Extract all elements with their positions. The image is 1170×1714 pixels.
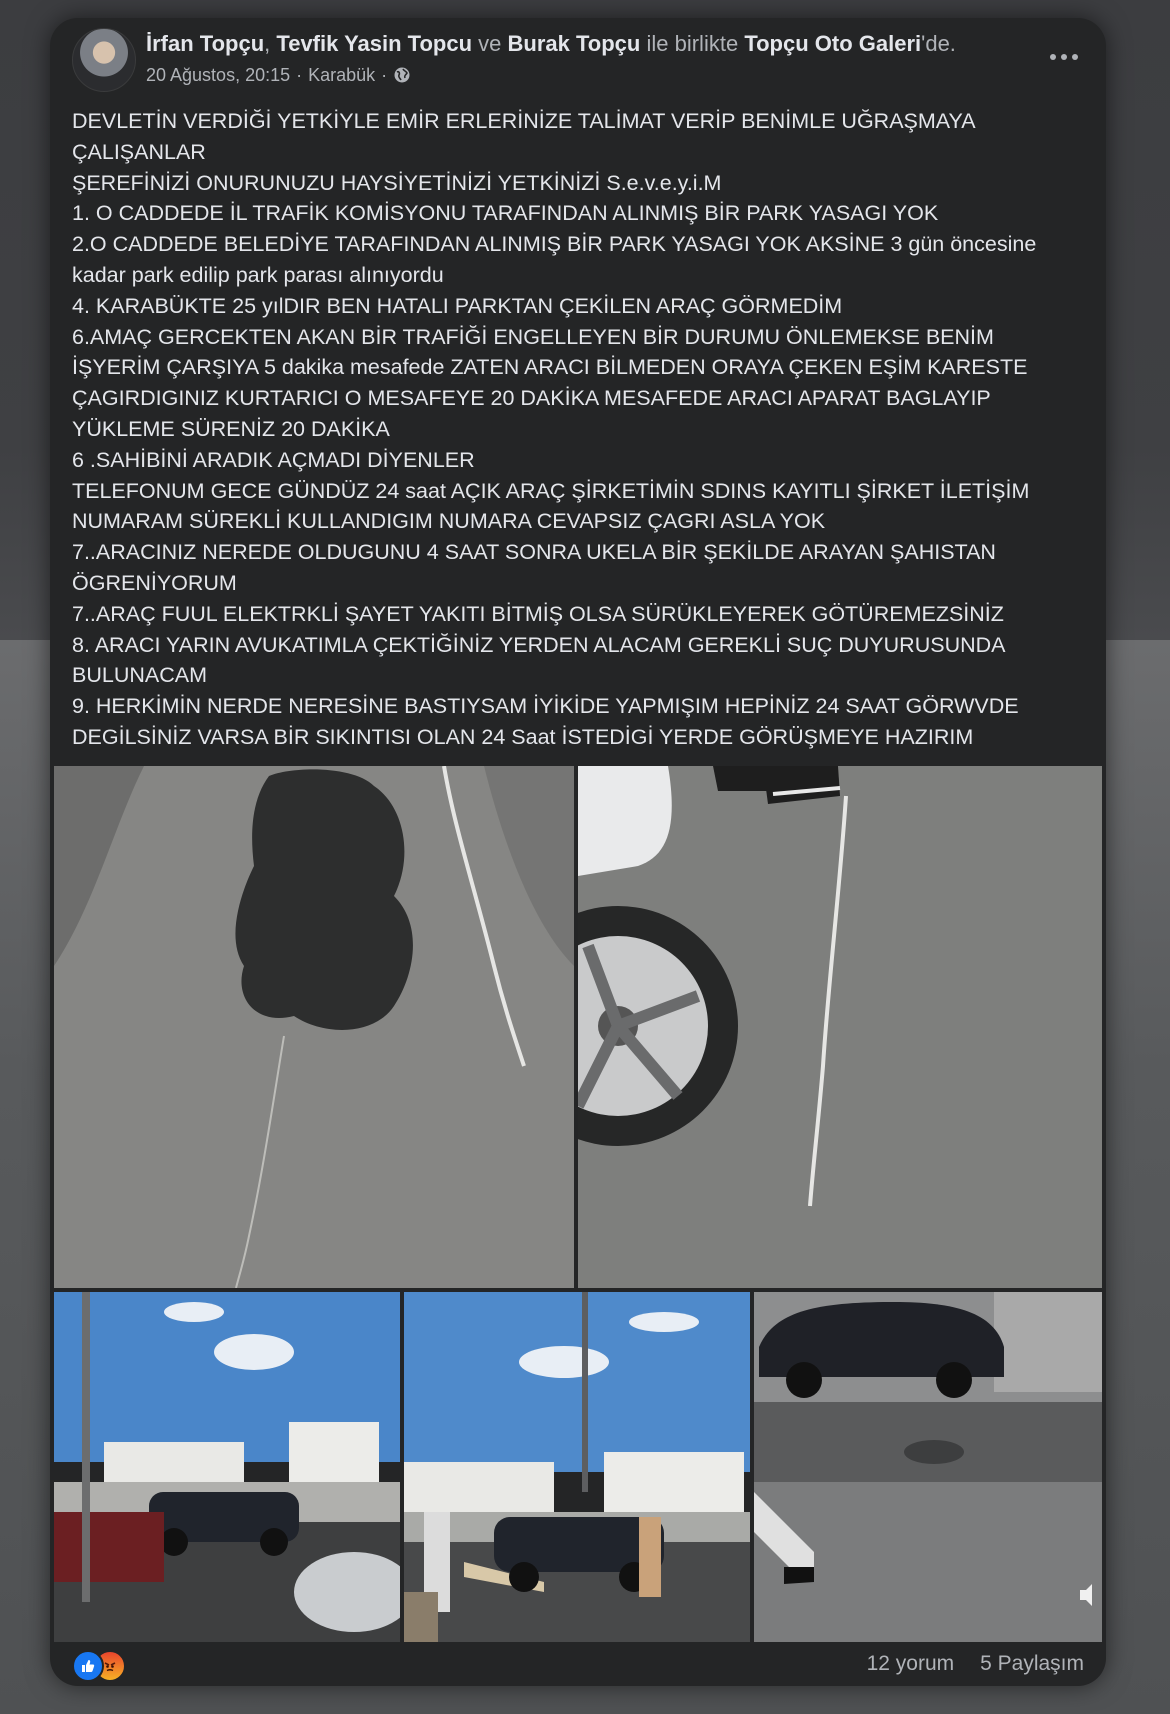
more-dot-icon [1061,54,1067,60]
place-link[interactable]: Topçu Oto Galeri [744,31,922,56]
post-header-title [146,30,1046,58]
post-timestamp-link[interactable]: 20 Ağustos, 20:15 [146,65,291,85]
place-suffix: 'de. [921,31,956,56]
header-with-phrase: ile birlikte [646,31,739,56]
post-text-line: 6.AMAÇ GERCEKTEN AKAN BİR TRAFİĞİ ENGELLEYEN BİR DURUMU ÖNLEMEKSE BENİM [72,324,994,349]
globe-icon [393,66,411,84]
reaction-summary[interactable] [72,1650,132,1680]
more-options-button[interactable] [1044,42,1084,72]
tagged-person-1-link[interactable]: Tevfik Yasin Topcu [276,31,473,56]
meta-separator: · [381,65,388,85]
post-photo-asphalt-patch[interactable] [54,766,574,1288]
post-text-line: ÖGRENİYORUM [72,570,237,595]
post-body-text [72,106,1072,753]
post-text-line: 7..ARACINIZ NEREDE OLDUGUNU 4 SAAT SONRA UKELA BİR ŞEKİLDE ARAYAN ŞAHISTAN [72,540,996,565]
tagged-person-2-link[interactable]: Burak Topçu [507,31,641,56]
post-text-line: 1. O CADDEDE İL TRAFİK KOMİSYONU TARAFINDAN ALINMIŞ BİR PARK YASAGI YOK [72,201,939,226]
post-text-line: DEVLETİN VERDİĞİ YETKİYLE EMİR ERLERİNİZE TALİMAT VERİP BENİMLE UĞRAŞMAYA [72,109,976,133]
post-photo-tow-scene-1[interactable] [54,1292,400,1642]
post-header [50,18,1106,98]
post-footer [50,1644,1106,1686]
post-location-link[interactable]: Karabük [308,65,376,85]
post-text-line: 4. KARABÜKTE 25 yılDIR BEN HATALI PARKTAN ÇEKİLEN ARAÇ GÖRMEDİM [72,293,843,318]
post-video-suv-street[interactable] [754,1292,1102,1642]
post-text-line: 2.O CADDEDE BELEDİYE TARAFINDAN ALINMIŞ BİR PARK YASAGI YOK AKSİNE 3 gün öncesine [72,232,1037,257]
post-photo-tow-scene-2[interactable] [404,1292,750,1642]
post-text-line: kadar park edilip park parası alınıyordu [72,262,444,287]
post-photo-car-wheel[interactable] [578,766,1102,1288]
more-dot-icon [1072,54,1078,60]
more-dot-icon [1050,54,1056,60]
post-text-line: DEGİLSİNİZ VARSA BİR SIKINTISI OLAN 24 Saat İSTEDİGİ YERDE GÖRÜŞMEYE HAZIRIM [72,724,974,749]
comments-count-link[interactable]: 12 yorum [866,1652,955,1675]
post-meta [146,63,411,87]
engagement-stats [867,1652,1084,1676]
post-text-line: 7..ARAÇ FUUL ELEKTRKLİ ŞAYET YAKITI BİTMİŞ OLSA SÜRÜKLEYEREK GÖTÜREMEZSİNİZ [72,601,1004,626]
header-comma: , [264,31,271,56]
meta-separator: · [296,65,303,85]
shares-count-link[interactable]: 5 Paylaşım [980,1652,1084,1675]
like-icon [72,1650,104,1682]
post-text-line: BULUNACAM [72,663,207,688]
author-name-link[interactable]: İrfan Topçu [146,31,265,56]
post-text-line: 6 .SAHİBİNİ ARADIK AÇMADI DİYENLER [72,447,475,472]
post-text-line: 8. ARACI YARIN AVUKATIMLA ÇEKTİĞİNİZ YERDEN ALACAM GEREKLİ SUÇ DUYURUSUNDA [72,632,1006,657]
author-avatar[interactable] [72,28,136,92]
header-conjunction: ve [478,31,502,56]
post-text-line: İŞYERİM ÇARŞIYA 5 dakika mesafede ZATEN ARACI BİLMEDEN ORAYA ÇEKEN EŞİM KARESTE [72,355,1028,380]
post-text-line: NUMARAM SÜREKLİ KULLANDIGIM NUMARA CEVAPSIZ ÇAGRI ASLA YOK [72,509,826,534]
post-text-line: YÜKLEME SÜRENİZ 20 DAKİKA [72,416,390,441]
post-text-line: ÇALIŞANLAR [72,139,206,164]
post-text-line: ŞEREFİNİZİ ONURUNUZU HAYSİYETİNİZİ YETKİNİZİ S.e.v.e.y.i.M [72,170,722,195]
post-card [50,18,1106,1686]
post-text-line: TELEFONUM GECE GÜNDÜZ 24 saat AÇIK ARAÇ ŞİRKETİMİN SDINS KAYITLI ŞİRKET İLETİŞİM [72,478,1030,503]
post-text-line: 9. HERKİMİN NERDE NERESİNE BASTIYSAM İYİKİDE YAPMIŞIM HEPİNİZ 24 SAAT GÖRWVDE [72,694,1019,719]
post-text-line: ÇAGIRDIGINIZ KURTARICI O MESAFEYE 20 DAKİKA MESAFEDE ARACI APARAT BAGLAYIP [72,386,991,411]
